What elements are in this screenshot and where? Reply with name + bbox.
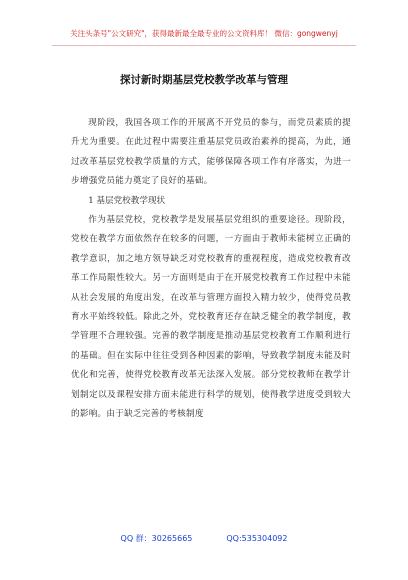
promo-banner: 关注头条号"公文研究"，获得最新最全最专业的公文资料库！ 微信：gongwenyj <box>70 29 338 38</box>
intro-paragraph: 现阶段，我国各项工作的开展离不开党员的参与，而党员素质的提升尤为重要。在此过程中需要注重基层党员政治素养的提高，为此，通过改革基层党校教学质量的方式，能够保障各项工作有序落实，为进一步增强党员能力奠定了良好的基础。 <box>71 118 351 187</box>
document-body <box>71 114 351 425</box>
section-heading: 1 基层党校教学现状 <box>88 195 166 206</box>
contact-footer <box>0 533 408 544</box>
document-title: 探讨新时期基层党校教学改革与管理 <box>120 74 288 86</box>
qq-number-text: QQ:535304092 <box>226 534 288 543</box>
header-divider <box>52 45 356 46</box>
qq-group-text: QQ 群：30265665 <box>120 534 193 543</box>
section-paragraph: 作为基层党校，党校教学是发展基层党组织的重要途径。现阶段，党校在教学方面依然存在较多的问题，一方面由于教师未能树立正确的教学意识，加之地方领导缺乏对党校教育的重视程度，造成党校教育改革工作局限性较大。另一方面则是由于在开展党校教育工作过程中未能从社会发展的角度出发，在改革与管理方面投入精力较少，使得党员教育水平始终较低。除此之外，党校教育还存在缺乏健全的教学制度，教学管理不合理较强。完善的教学制度是推动基层党校教育工作顺利进行的基础。但在实际中往往受到各种因素的影响，导致教学制度未能及时优化和完善，使得党校教育改革无法深入发展。部分党校教师在教学计划制定以及课程安排方面未能进行科学的规划，使得教学进度受到较大的影响。由于缺乏完善的考核制度 <box>71 215 351 420</box>
